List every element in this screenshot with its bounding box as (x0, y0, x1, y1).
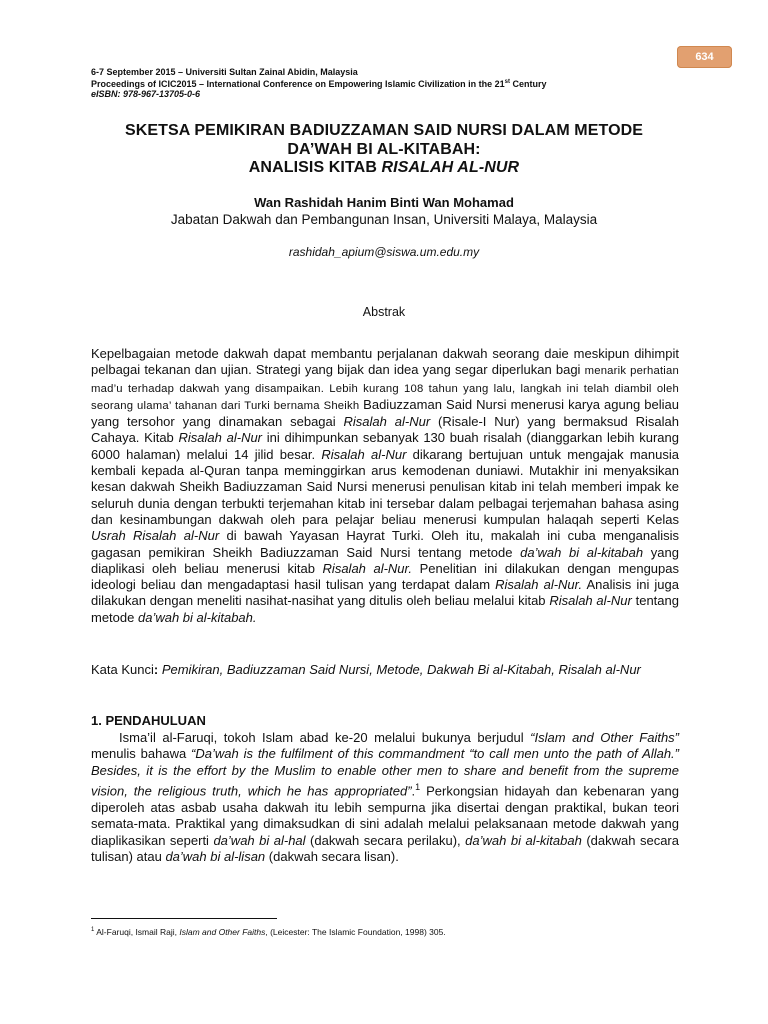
footnote-reference[interactable]: 1 (415, 782, 421, 793)
header-conference-date: 6-7 September 2015 – Universiti Sultan Zainal Abidin, Malaysia (91, 67, 358, 77)
title-line-1: SKETSA PEMIKIRAN BADIUZZAMAN SAID NURSI DALAM METODE (124, 122, 644, 139)
keywords-list: Pemikiran, Badiuzzaman Said Nursi, Metode, Dakwah Bi al-Kitabah, Risalah al-Nur (158, 662, 641, 677)
author-email: rashidah_apium@siswa.um.edu.my (288, 245, 480, 259)
running-header (91, 67, 691, 99)
keywords: Kata Kunci: Pemikiran, Badiuzzaman Said Nursi, Metode, Dakwah Bi al-Kitabah, Risalah al-Nur (91, 662, 641, 677)
title-line-2: DA’WAH BI AL-KITABAH: (287, 140, 481, 158)
keywords-label: Kata Kunci (91, 662, 154, 677)
header-proceedings: Proceedings of ICIC2015 – International Conference on Empowering Islamic Civilization in the 21st Century (91, 79, 547, 89)
introduction-paragraph: Isma’il al-Faruqi, tokoh Islam abad ke-20 melalui bukunya berjudul “Islam and Other Faiths” menulis bahawa “Da’wah is the fulfilment of this commandment “to call men unto the path of Allah.” Besides, it is the effort by the Muslim to enable other men to share and benefit from the supreme vision, the religious truth, which he has appropriated”.$^1$ Perkongsian hidayah dan kebenaran yang diperoleh atas asbab usaha dakwah itu lebih sempurna jika disertai dengan praktikal, bukan teori semata-mata. Praktikal yang dimaksudkan di sini adalah melalui pelaksanaan metode dakwah yang diaplikasikan seperti da’wah bi al-hal (dakwah secara perilaku), da’wah bi al-kitabah (dakwah secara tulisan) atau da’wah bi al-lisan (dakwah secara lisan). (91, 730, 680, 865)
author-affiliation: Jabatan Dakwah dan Pembangunan Insan, Universiti Malaya, Malaysia (170, 212, 598, 227)
footnote-1: $^1$ Al-Faruqi, Ismail Raji, Islam and Other Faiths, (Leicester: The Islamic Foundation, 1998) 305. (91, 926, 446, 937)
page-number-badge: 634 (677, 46, 732, 68)
abstract-heading: Abstrak (362, 305, 406, 319)
paper-title (60, 122, 708, 178)
author-name: Wan Rashidah Hanim Binti Wan Mohamad (254, 195, 514, 210)
title-line-3: ANALISIS KITAB RISALAH AL-NUR (248, 159, 520, 176)
section-heading-introduction: 1. PENDAHULUAN (91, 713, 206, 728)
abstract-body: Kepelbagaian metode dakwah dapat membantu perjalanan dakwah seorang daie meskipun dihimpit pelbagai tekanan dan ujian. Strategi yang bijak dan idea yang segar diperlukan bagi menarik perhatian mad’u terhadap dakwah yang disampaikan. Lebih kurang 108 tahun yang lalu, langkah ini telah diambil oleh seorang ulama’ tahanan dari Turki bernama Sheikh Badiuzzaman Said Nursi menerusi karya agung beliau yang tersohor yang dinamakan sebagai Risalah al-Nur (Risale-I Nur) yang bermaksud Risalah Cahaya. Kitab Risalah al-Nur ini dihimpunkan sebanyak 130 buah risalah (dianggarkan lebih kurang 6000 halaman) melalui 14 jilid besar. Risalah al-Nur dikarang bertujuan untuk mengajak manusia kembali kepada al-Quran tanpa meminggirkan arus kemodenan duniawi. Mutakhir ini menyaksikan kesan dakwah Sheikh Badiuzzaman Said Nursi menerusi penulisan kitab ini telah memberi impak ke seluruh dunia dengan terbukti terjemahan kitab ini tersebar dalam pelbagai terjemahan bahasa asing dan kesinambungan dakwah oleh para pelajar beliau menerusi kumpulan halaqah seperti Kelas Usrah Risalah al-Nur di bawah Yayasan Hayrat Turki. Oleh itu, makalah ini cuba menganalisis gagasan pemikiran Sheikh Badiuzzaman Said Nursi tentang metode da’wah bi al-kitabah yang diaplikasi oleh beliau menerusi kitab Risalah al-Nur. Penelitian ini dilakukan dengan mengupas ideologi beliau dan mengadaptasi hasil tulisan yang terdapat dalam Risalah al-Nur. Analisis ini juga dilakukan dengan meneliti nasihat-nasihat yang ditulis oleh beliau melalui kitab Risalah al-Nur tentang metode da’wah bi al-kitabah. (91, 346, 680, 625)
footnote-divider (91, 918, 277, 919)
header-eisbn: eISBN: 978-967-13705-0-6 (91, 89, 201, 99)
